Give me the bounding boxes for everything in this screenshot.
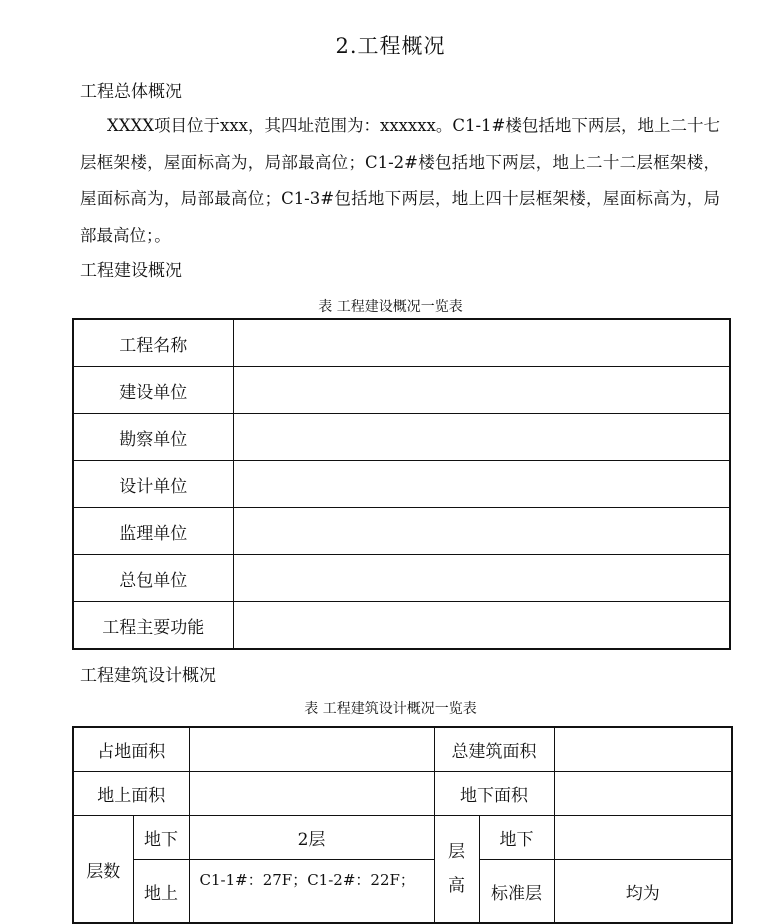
standard-floor-value: 均为 [554, 860, 732, 924]
above-area-value [189, 772, 434, 816]
row-label: 建设单位 [73, 367, 233, 414]
row-label: 设计单位 [73, 461, 233, 508]
table-row [73, 860, 732, 924]
below-area-label: 地下面积 [434, 772, 554, 816]
construction-overview-table [72, 318, 731, 650]
page-title: 2.工程概况 [335, 34, 446, 58]
row-value [233, 555, 730, 602]
table-row [73, 727, 732, 772]
total-area-value [554, 727, 732, 772]
row-value [233, 508, 730, 555]
standard-floor-label: 标准层 [479, 860, 554, 924]
row-label: 工程主要功能 [73, 602, 233, 650]
height-label-text: 层 高 [448, 842, 465, 896]
aboveground-floors: C1-1#：27F；C1-2#：22F； [189, 860, 434, 924]
row-label: 监理单位 [73, 508, 233, 555]
height-underground-value [554, 816, 732, 860]
table-row [73, 461, 730, 508]
table-caption-construction: 表 工程建设概况一览表 [318, 299, 463, 315]
table-row [73, 602, 730, 650]
underground-label: 地下 [133, 816, 189, 860]
table-row [73, 367, 730, 414]
section-heading-architecture: 工程建筑设计概况 [80, 666, 216, 686]
total-area-label: 总建筑面积 [434, 727, 554, 772]
site-area-label: 占地面积 [73, 727, 189, 772]
architecture-design-table [72, 726, 733, 924]
height-underground-label: 地下 [479, 816, 554, 860]
above-area-label: 地上面积 [73, 772, 189, 816]
site-area-value [189, 727, 434, 772]
section-heading-construction: 工程建设概况 [80, 261, 182, 281]
table-row [73, 772, 732, 816]
row-value [233, 461, 730, 508]
overview-paragraph: XXXX项目位于xxx，其四址范围为：xxxxxx。C1-1#楼包括地下两层，地上二十七层框架楼，屋面标高为，局部最高位；C1-2#楼包括地下两层，地上二十二层框架楼，屋面标高为，局部最高位；C1-3#包括地下两层，地上四十层框架楼，屋面标高为，局部最高位；。 [80, 116, 720, 245]
floors-label: 层数 [73, 816, 133, 924]
table-row [73, 816, 732, 860]
table-row [73, 555, 730, 602]
aboveground-label: 地上 [133, 860, 189, 924]
row-label: 工程名称 [73, 319, 233, 367]
underground-floors: 2层 [189, 816, 434, 860]
table-row [73, 414, 730, 461]
row-value [233, 319, 730, 367]
below-area-value [554, 772, 732, 816]
table-row [73, 319, 730, 367]
row-value [233, 367, 730, 414]
row-label: 总包单位 [73, 555, 233, 602]
table-row [73, 508, 730, 555]
row-value [233, 414, 730, 461]
table-caption-architecture: 表 工程建筑设计概况一览表 [304, 701, 477, 717]
row-label: 勘察单位 [73, 414, 233, 461]
row-value [233, 602, 730, 650]
section-heading-overall: 工程总体概况 [80, 82, 182, 102]
